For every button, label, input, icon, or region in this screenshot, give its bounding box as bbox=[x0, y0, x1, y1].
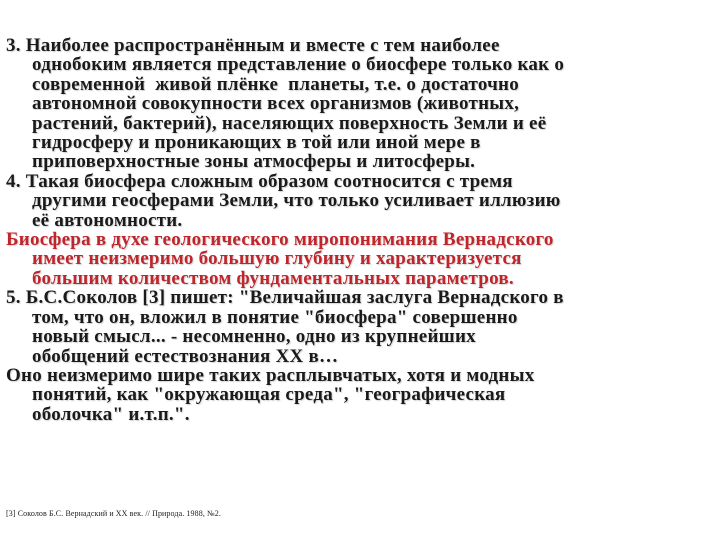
text-line: однобоким является представление о биосфере только как о bbox=[32, 54, 565, 76]
text-line: гидросферу и проникающих в той или иной мере в bbox=[32, 132, 481, 154]
paragraph-conclusion bbox=[6, 366, 712, 424]
text-line: новый смысл... - несомненно, одно из крупнейших bbox=[32, 326, 476, 348]
text-line: другими геосферами Земли, что только усиливает иллюзию bbox=[32, 190, 561, 212]
paragraph-point-3 bbox=[6, 36, 712, 172]
text-line: приповерхностные зоны атмосферы и литосферы. bbox=[32, 151, 476, 173]
text-line: том, что он, вложил в понятие "биосфера" совершенно bbox=[32, 306, 518, 328]
paragraph-highlight-vernadsky bbox=[6, 230, 712, 288]
text-line: её автономности. bbox=[32, 209, 183, 231]
text-line: растений, бактерий), населяющих поверхность Земли и её bbox=[32, 112, 547, 134]
text-line: имеет неизмеримо большую глубину и характеризуется bbox=[32, 248, 522, 270]
paragraph-point-4 bbox=[6, 172, 712, 230]
paragraph-point-5 bbox=[6, 288, 712, 366]
footnote-reference: [3] Соколов Б.С. Вернадский и XX век. // Природа. 1988, №2. bbox=[6, 509, 221, 518]
text-line: современной живой плёнке планеты, т.е. о достаточно bbox=[32, 73, 519, 95]
text-line: оболочка" и.т.п.". bbox=[32, 403, 190, 425]
text-line: автономной совокупности всех организмов (животных, bbox=[32, 93, 520, 115]
text-line: 5. Б.С.Соколов [3] пишет: "Величайшая заслуга Вернадского в bbox=[6, 287, 564, 309]
text-line: обобщений естествознания XX в… bbox=[32, 345, 339, 367]
text-line: большим количеством фундаментальных параметров. bbox=[32, 267, 514, 289]
text-line: 3. Наиболее распространённым и вместе с тем наиболее bbox=[6, 35, 500, 56]
text-line: 4. Такая биосфера сложным образом соотносится с тремя bbox=[6, 170, 513, 192]
text-line: Биосфера в духе геологического миропонимания Вернадского bbox=[6, 229, 554, 251]
text-line: понятий, как "окружающая среда", "географическая bbox=[32, 384, 506, 406]
text-line: Оно неизмеримо шире таких расплывчатых, хотя и модных bbox=[6, 364, 535, 386]
slide-body bbox=[6, 36, 712, 424]
